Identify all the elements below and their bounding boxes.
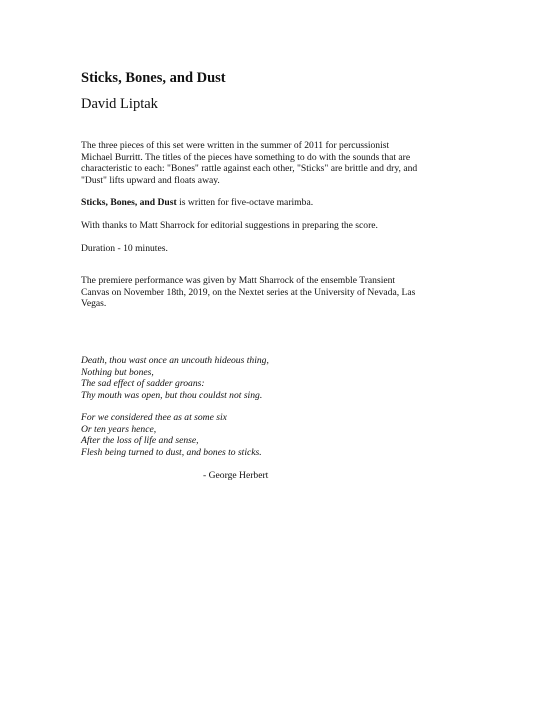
piece-title-bold: Sticks, Bones, and Dust (81, 197, 177, 208)
poem-stanza-1 (81, 355, 381, 401)
instrumentation-text: is written for five-octave marimba. (176, 197, 314, 208)
poem-line: Death, thou wast once an uncouth hideous thing, (81, 355, 269, 366)
poem-line: Or ten years hence, (81, 423, 157, 435)
program-note-paragraph: The three pieces of this set were written in the summer of 2011 for percussionist Michael Burritt. The titles of the pieces have something to do with the sounds that are characteristic to each: "Bones" rattle against each other, "Sticks" are brittle and dry, and "Dust" lifts upward and floats away. (81, 140, 418, 186)
poem-line: Flesh being turned to dust, and bones to sticks. (81, 446, 262, 458)
poem-line: After the loss of life and sense, (81, 435, 199, 447)
premiere-paragraph: The premiere performance was given by Matt Sharrock of the ensemble Transient Canvas on November 18th, 2019, on the Nextet series at the University of Nevada, Las Vegas. (81, 275, 416, 310)
document-title: Sticks, Bones, and Dust (81, 70, 226, 86)
poem-line: Nothing but bones, (81, 366, 154, 378)
author-name: David Liptak (81, 96, 158, 112)
poem-line: Thy mouth was open, but thou couldst not sing. (81, 389, 263, 401)
poem-line: For we considered thee as at some six (81, 412, 227, 423)
poem-stanza-2 (81, 412, 381, 458)
acknowledgement-paragraph: With thanks to Matt Sharrock for editorial suggestions in preparing the score. (81, 220, 378, 231)
duration-paragraph: Duration - 10 minutes. (81, 243, 168, 254)
instrumentation-paragraph (81, 197, 421, 209)
poem-attribution: - George Herbert (203, 470, 269, 481)
poem-line: The sad effect of sadder groans: (81, 378, 205, 390)
